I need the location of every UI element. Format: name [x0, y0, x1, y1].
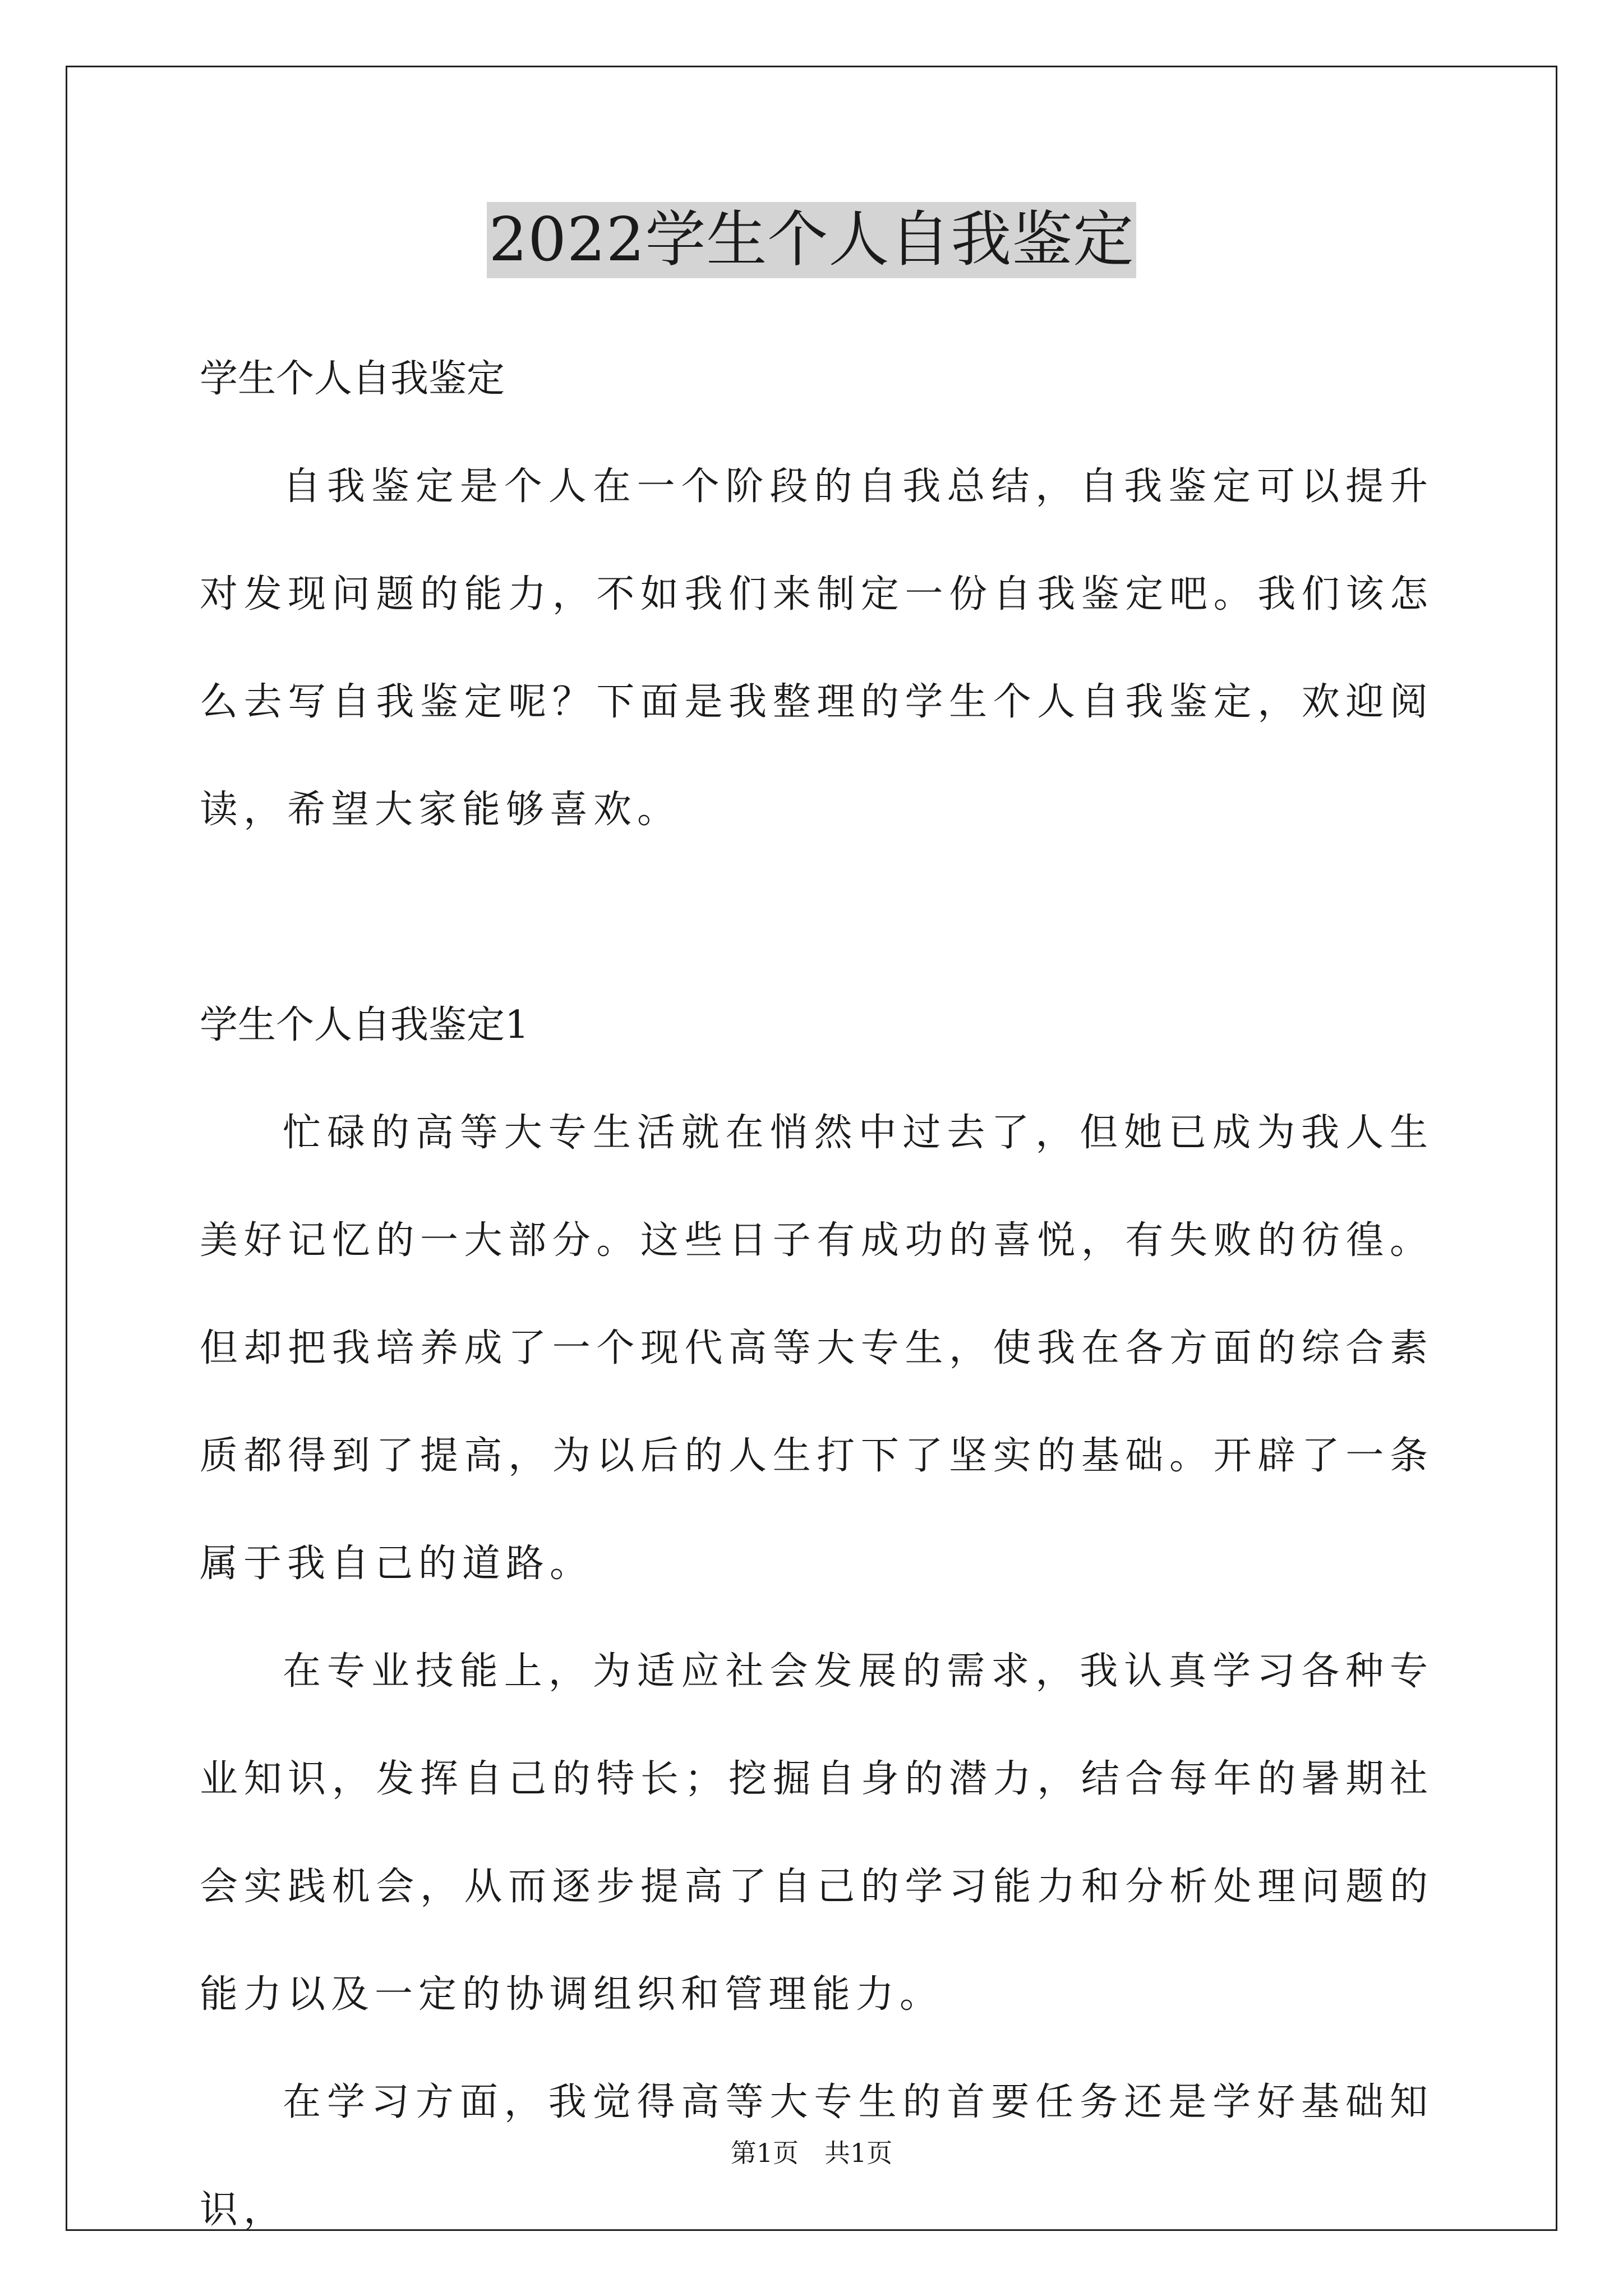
page-footer: 第1页 共1页: [730, 2138, 893, 2168]
intro-heading: 学生个人自我鉴定: [200, 357, 505, 401]
document-body: [200, 325, 1433, 2264]
intro-paragraph: 自我鉴定是个人在一个阶段的自我总结，自我鉴定可以提升对发现问题的能力，不如我们来制定一份自我鉴定吧。我们该怎么去写自我鉴定呢？下面是我整理的学生个人自我鉴定，欢迎阅读，希望大家能够喜欢。: [200, 464, 1433, 832]
section1-paragraph-2: 在专业技能上，为适应社会发展的需求，我认真学习各种专业知识，发挥自己的特长；挖掘自身的潜力，结合每年的暑期社会实践机会，从而逐步提高了自己的学习能力和分析处理问题的能力以及一定的协调组织和管理能力。: [200, 1649, 1433, 2017]
section1-heading: 学生个人自我鉴定1: [200, 1003, 529, 1047]
section-spacer: [200, 864, 1433, 972]
title-container: [0, 202, 1623, 278]
document-title: 2022学生个人自我鉴定: [487, 202, 1137, 278]
section1-paragraph-1: 忙碌的高等大专生活就在悄然中过去了，但她已成为我人生美好记忆的一大部分。这些日子有成功的喜悦，有失败的彷徨。但却把我培养成了一个现代高等大专生，使我在各方面的综合素质都得到了提高，为以后的人生打下了坚实的基础。开辟了一条属于我自己的道路。: [200, 1111, 1433, 1586]
section1-paragraph-3: 在学习方面，我觉得高等大专生的首要任务还是学好基础知识，: [200, 2080, 1433, 2232]
